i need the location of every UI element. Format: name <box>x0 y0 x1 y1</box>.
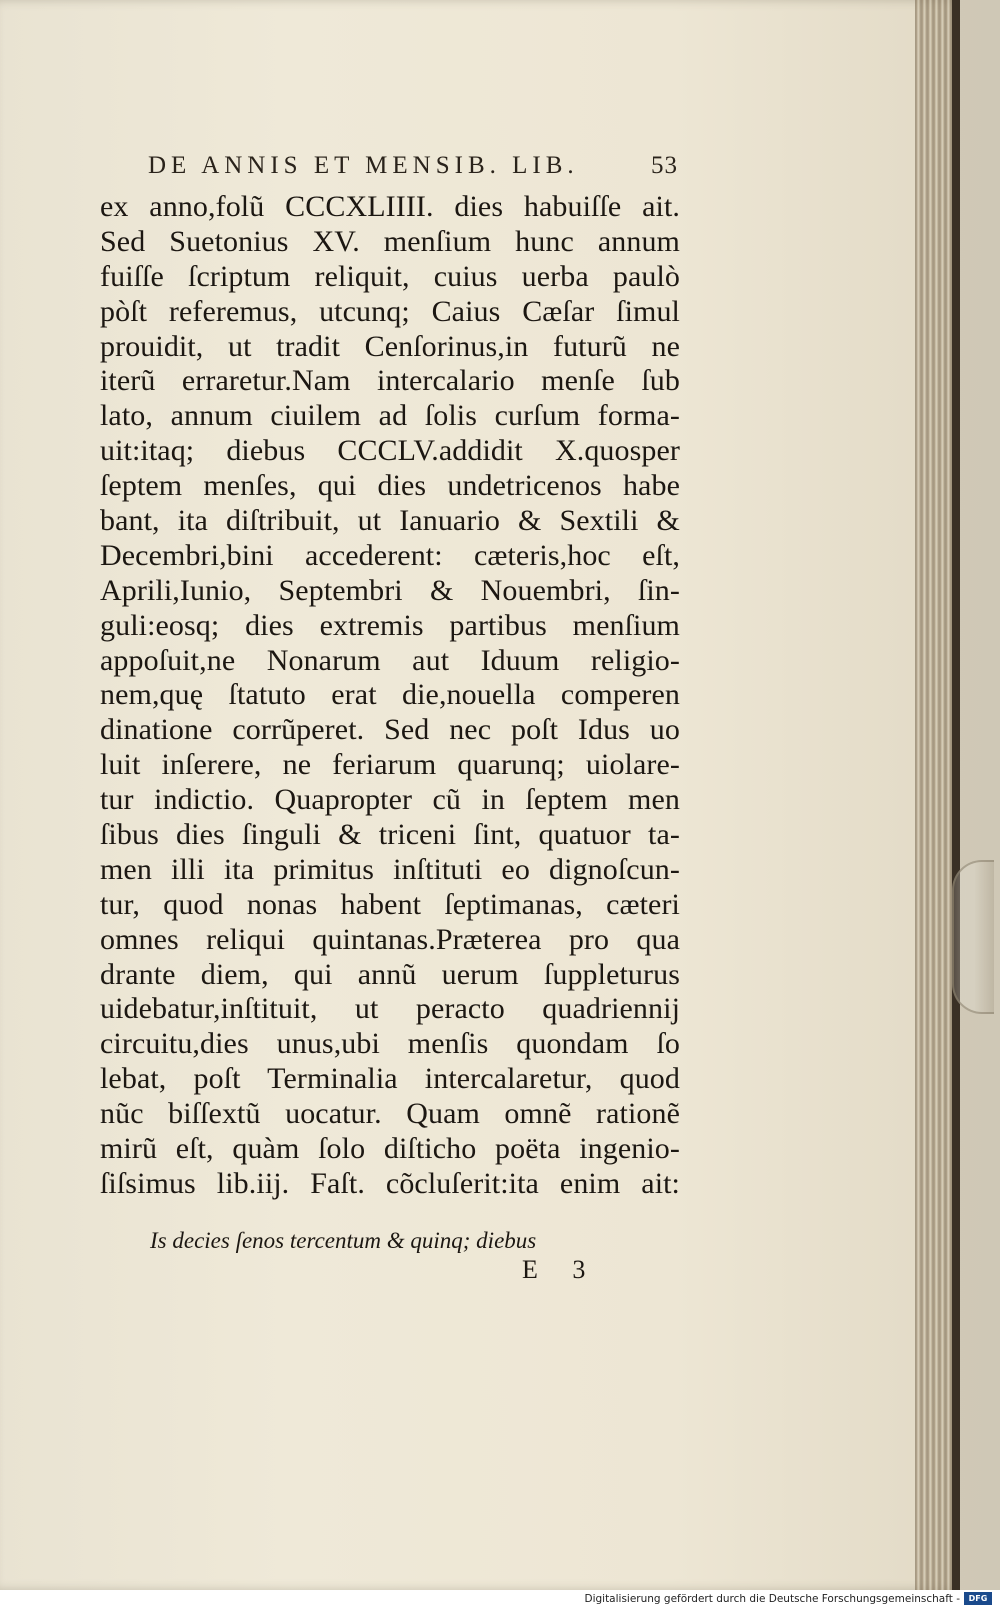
text-line: ſiſsimus lib.iij. Faſt. cõcluſerit:ita enim ait: <box>100 1166 680 1200</box>
text-line: ſeptem menſes, qui dies undetricenos habe <box>100 469 680 503</box>
credit-text: Digitalisierung gefördert durch die Deutsche Forschungsgemeinschaft - <box>584 1592 960 1605</box>
text-line: nem,quę ſtatuto erat die,nouella comperen <box>100 678 680 712</box>
dfg-logo: DFG <box>964 1592 992 1605</box>
verse-line: Is decies ſenos tercentum & quinq; diebus <box>150 1228 537 1253</box>
text-line: lebat, poſt Terminalia intercalaretur, quod <box>100 1062 680 1096</box>
text-line: tur indictio. Quapropter cũ in ſeptem men <box>100 783 680 817</box>
text-line: uit:itaq; diebus CCCLV.addidit X.quosper <box>100 434 680 468</box>
text-line: Aprili,Iunio, Septembri & Nouembri, ſin- <box>100 573 680 607</box>
running-header <box>148 152 678 180</box>
text-line: men illi ita primitus inſtituti eo dignoſcun- <box>100 852 680 886</box>
text-line: Decembri,bini accederent: cæteris,hoc eſt, <box>100 538 680 572</box>
text-line: circuitu,dies unus,ubi menſis quondam ſo <box>100 1027 680 1061</box>
scan-edge-shadow <box>952 0 960 1590</box>
text-line: luit inſerere, ne feriarum quarunq; uiolare- <box>100 748 680 782</box>
text-line: ex anno,folũ CCCXLIIII. dies habuiſſe ait. <box>100 190 680 223</box>
text-line: nũc biſſextũ uocatur. Quam omnẽ rationẽ <box>100 1097 680 1131</box>
page-clip <box>952 860 994 1014</box>
text-line: drante diem, qui annũ uerum ſuppleturus <box>100 957 680 991</box>
text-line: omnes reliqui quintanas.Præterea pro qua <box>100 922 680 956</box>
text-line: ſibus dies ſinguli & triceni ſint, quatuor ta- <box>100 818 680 852</box>
digitization-credit <box>584 1592 992 1605</box>
running-title: DE ANNIS ET MENSIB. LIB. <box>148 152 579 179</box>
signature-mark: E 3 <box>522 1255 600 1284</box>
text-line: appoſuit,ne Nonarum aut Iduum religio- <box>100 643 680 677</box>
text-line: dinatione corrũperet. Sed nec poſt Idus uo <box>100 713 680 747</box>
text-line: fuiſſe ſcriptum reliquit, cuius uerba paulò <box>100 259 680 293</box>
text-line: prouidit, ut tradit Cenſorinus,in futurũ ne <box>100 329 680 363</box>
text-line: pòſt referemus, utcunq; Caius Cæſar ſimul <box>100 294 680 328</box>
text-line: Sed Suetonius XV. menſium hunc annum <box>100 224 680 258</box>
text-line: uidebatur,inſtituit, ut peracto quadriennij <box>100 992 680 1026</box>
text-line: bant, ita diſtribuit, ut Ianuario & Sextili & <box>100 504 680 538</box>
text-line: guli:eosq; dies extremis partibus menſium <box>100 608 680 642</box>
folio-number: 53 <box>651 152 678 179</box>
body-text <box>100 190 680 1202</box>
text-line: mirũ eſt, quàm ſolo diſticho poëta ingenio- <box>100 1132 680 1166</box>
text-line: iterũ erraretur.Nam intercalario menſe ſub <box>100 364 680 398</box>
text-line: tur, quod nonas habent ſeptimanas, cæteri <box>100 887 680 921</box>
text-line: lato, annum ciuilem ad ſolis curſum forma- <box>100 399 680 433</box>
